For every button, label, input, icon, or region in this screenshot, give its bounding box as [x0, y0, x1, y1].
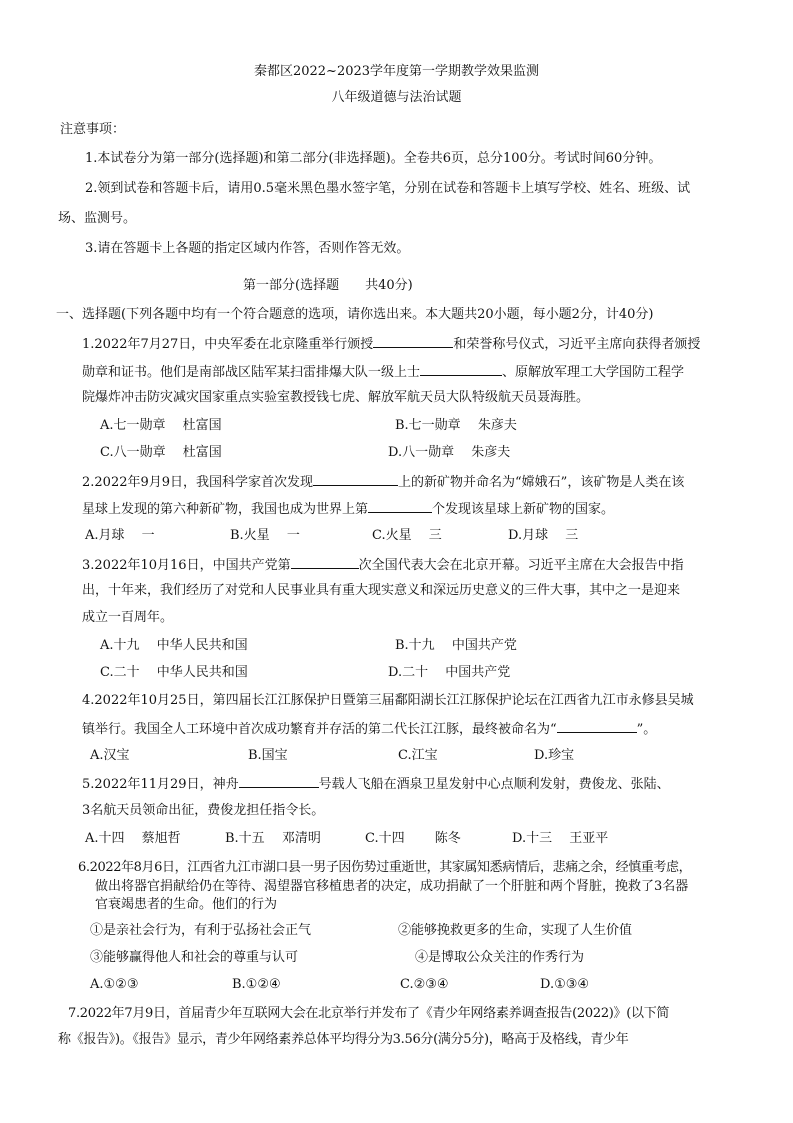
q4-line2: 镇举行。我国全人工环境中首次成功繁育并存活的第二代长江江豚，最终被命名为“ ”。 — [82, 719, 656, 739]
answer-blank — [373, 334, 453, 348]
q6-line1: 6.2022年8月6日，江西省九江市湖口县一男子因伤势过重逝世，其家属知悉病情后，悲痛之余，经慎重考虑， — [78, 860, 692, 875]
exam-subtitle: 八年级道德与法治试题 — [331, 90, 462, 105]
note-2: 2.领到试卷和答题卡后，请用0.5毫米黑色墨水签字笔，分别在试卷和答题卡上填写学校、姓名、班级、试 — [85, 181, 691, 196]
q3-line3: 成立一百周年。 — [82, 610, 174, 625]
q5-option-b: B.十五 邓清明 — [225, 831, 321, 846]
q5-line2: 3名航天员领命出征，费俊龙担任指令长。 — [82, 803, 325, 818]
q6-line3: 官衰竭患者的生命。他们的行为 — [95, 897, 278, 912]
q6-statement-2: ②能够挽救更多的生命，实现了人生价值 — [398, 923, 633, 938]
answer-blank — [368, 499, 432, 513]
q6-statement-3: ③能够赢得他人和社会的尊重与认可 — [90, 950, 299, 965]
answer-blank — [420, 362, 502, 376]
q2-line2: 星球上发现的第六种新矿物，我国也成为世界上第 个发现该星球上新矿物的国家。 — [82, 499, 614, 519]
q3-option-a: A.十九 中华人民共和国 — [100, 638, 248, 653]
note-1: 1.本试卷分为第一部分(选择题)和第二部分(非选择题)。全卷共6页，总分100分。考试时间60分钟。 — [85, 151, 662, 166]
q2-option-a: A.月球 一 — [85, 528, 155, 543]
q6-option-c: C.②③④ — [400, 977, 449, 992]
q7-line2: 称《报告》)。《报告》显示，青少年网络素养总体平均得分为3.56分(满分5分)，略高于及格线，青少年 — [58, 1032, 629, 1047]
q1-option-c: C.八一勋章 杜富国 — [100, 445, 222, 460]
q4-option-a: A.汉宝 — [90, 748, 130, 763]
q3-option-b: B.十九 中国共产党 — [395, 638, 517, 653]
q3-option-c: C.二十 中华人民共和国 — [100, 665, 248, 680]
section-heading: 一、选择题(下列各题中均有一个符合题意的选项，请你选出来。本大题共20小题，每小题2分，计40分) — [56, 307, 654, 322]
q7-line1: 7.2022年7月9日，首届青少年互联网大会在北京举行并发布了《青少年网络素养调查报告(2022)》(以下简 — [68, 1006, 670, 1021]
q5-option-d: D.十三 王亚平 — [512, 831, 609, 846]
q6-statement-1: ①是亲社会行为，有利于弘扬社会正气 — [90, 923, 312, 938]
q6-line2: 做出将器官捐献给仍在等待、渴望器官移植患者的决定，成功捐献了一个肝脏和两个肾脏，挽救了3名器 — [95, 879, 689, 894]
q4-option-c: C.江宝 — [398, 748, 438, 763]
q1-line2: 勋章和证书。他们是南部战区陆军某扫雷排爆大队一级上士 、原解放军理工大学国防工程学 — [82, 362, 684, 382]
answer-blank — [239, 774, 319, 788]
answer-blank — [557, 719, 637, 733]
q5-line1: 5.2022年11月29日，神舟 号载人飞船在酒泉卫星发射中心点顺利发射，费俊龙、张陆、 — [82, 774, 670, 794]
q4-option-d: D.珍宝 — [534, 748, 575, 763]
q2-line1: 2.2022年9月9日，我国科学家首次发现 上的新矿物并命名为“嫦娥石”，该矿物是人类在该 — [82, 472, 684, 492]
q6-option-b: B.①②④ — [232, 977, 281, 992]
q6-statement-4: ④是博取公众关注的作秀行为 — [415, 950, 585, 965]
q1-line1: 1.2022年7月27日，中央军委在北京隆重举行颁授 和荣誉称号仪式，习近平主席向获得者颁授 — [82, 334, 700, 354]
q1-option-a: A.七一勋章 杜富国 — [100, 418, 222, 433]
answer-blank — [313, 472, 398, 486]
q1-line3: 院爆炸冲击防灾减灾国家重点实验室教授钱七虎、解放军航天员大队特级航天员聂海胜。 — [82, 390, 590, 405]
q5-option-a: A.十四 蔡旭哲 — [85, 831, 181, 846]
q3-line2: 出，十年来，我们经历了对党和人民事业具有重大现实意义和深远历史意义的三件大事，其中之一是迎来 — [82, 583, 681, 598]
q6-option-d: D.①③④ — [540, 977, 590, 992]
q4-line1: 4.2022年10月25日，第四届长江江豚保护日暨第三届鄱阳湖长江江豚保护论坛在江西省九江市永修县吴城 — [82, 693, 694, 708]
q1-option-d: D.八一勋章 朱彦夫 — [388, 445, 511, 460]
q2-option-b: B.火星 一 — [230, 528, 300, 543]
q4-option-b: B.国宝 — [248, 748, 288, 763]
q6-option-a: A.①②③ — [90, 977, 139, 992]
q2-option-c: C.火星 三 — [372, 528, 442, 543]
answer-blank — [291, 555, 359, 569]
notes-heading: 注意事项： — [60, 122, 126, 137]
q1-option-b: B.七一勋章 朱彦夫 — [395, 418, 517, 433]
q5-option-c: C.十四 陈冬 — [365, 831, 461, 846]
exam-title: 秦都区2022~2023学年度第一学期教学效果监测 — [253, 64, 540, 79]
note-3: 3.请在答题卡上各题的指定区域内作答，否则作答无效。 — [85, 241, 410, 256]
q3-option-d: D.二十 中国共产党 — [388, 665, 511, 680]
part1-title: 第一部分(选择题 共40分) — [243, 278, 413, 293]
note-2-cont: 场、监测号。 — [58, 211, 137, 226]
q3-line1: 3.2022年10月16日，中国共产党第 次全国代表大会在北京开幕。习近平主席在大会报告中指 — [82, 555, 684, 575]
q2-option-d: D.月球 三 — [508, 528, 579, 543]
